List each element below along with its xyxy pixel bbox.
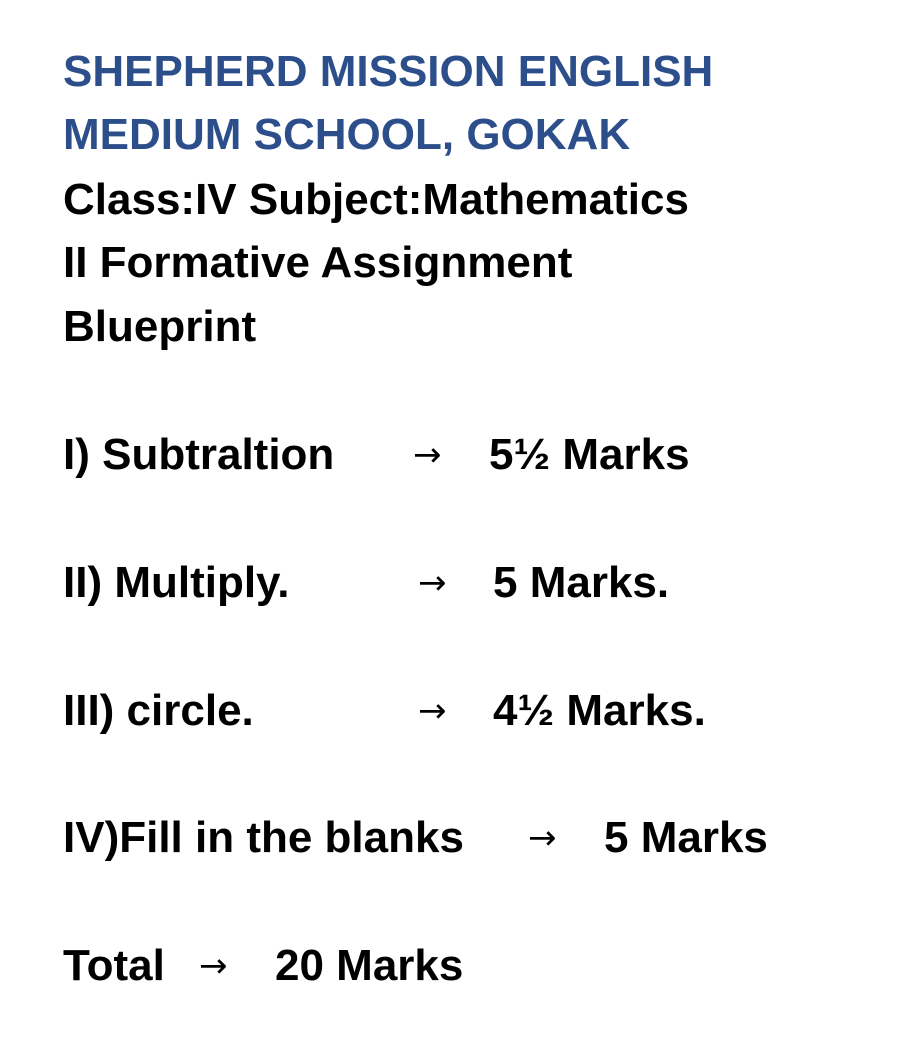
item-label: II) Multiply. [63,558,290,607]
item-label: III) circle. [63,686,254,735]
total-label: Total [63,941,165,990]
item-label: IV)Fill in the blanks [63,813,464,862]
item-marks: 5 Marks [604,813,768,862]
item-marks: 4½ Marks. [493,686,706,735]
arrow-icon: → [413,435,442,475]
item-label: I) Subtraltion [63,430,335,479]
assignment-title: II Formative Assignment [63,238,573,287]
total-marks: 20 Marks [275,941,464,990]
arrow-icon: → [199,946,228,986]
school-name-line2: MEDIUM SCHOOL, GOKAK [63,110,631,159]
item-marks: 5 Marks. [493,558,670,607]
arrow-icon: → [418,563,447,603]
arrow-icon: → [528,818,557,858]
arrow-icon: → [418,691,447,731]
class-subject: Class:IV Subject:Mathematics [63,175,689,224]
blueprint-heading: Blueprint [63,302,257,351]
item-marks: 5½ Marks [489,430,690,479]
school-name-line1: SHEPHERD MISSION ENGLISH [63,47,714,96]
